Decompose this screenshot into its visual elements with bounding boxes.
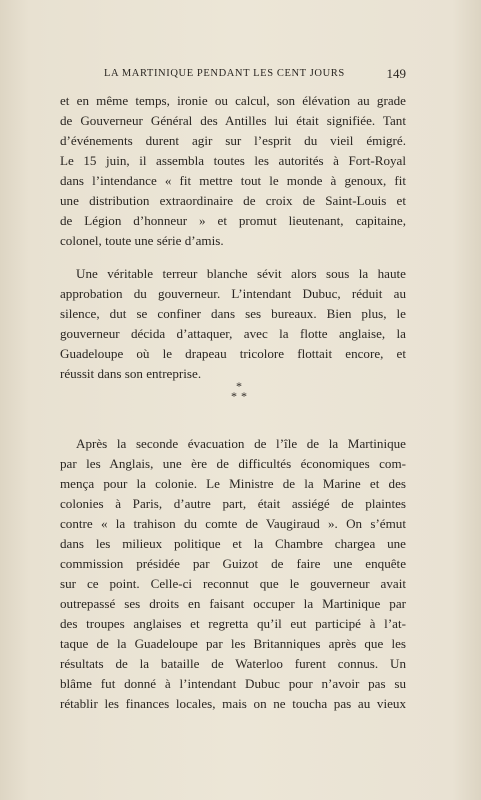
paragraph-2 xyxy=(60,264,406,384)
text-line: d’événements durent agir sur l’esprit du vieil émigré. xyxy=(60,133,406,148)
text-line: approbation du gouverneur. L’intendant Dubuc, réduit au xyxy=(60,286,406,301)
text-line: silence, dut se confiner dans ses bureaux. Bien plus, le xyxy=(60,306,406,321)
text-line: mença pour la colonie. Le Ministre de la Marine et des xyxy=(60,476,406,491)
text-line: gouverneur décida d’attaquer, avec la flotte anglaise, la xyxy=(60,326,406,341)
text-line: Une véritable terreur blanche sévit alors sous la haute xyxy=(76,266,406,281)
text-line: et en même temps, ironie ou calcul, son élévation au grade xyxy=(60,93,406,108)
text-line: résultats de la bataille de Waterloo furent connus. Un xyxy=(60,656,406,671)
running-title: LA MARTINIQUE PENDANT LES CENT JOURS xyxy=(104,68,345,79)
text-line: des troupes anglaises et regretta qu’il eut participé à l’at- xyxy=(60,616,406,631)
asterism-bottom: ** xyxy=(231,389,251,403)
text-line: rétablir les finances locales, mais on ne toucha pas au vieux xyxy=(60,696,406,711)
text-line: Après la seconde évacuation de l’île de la Martinique xyxy=(76,436,406,451)
text-line: dans l’intendance « fit mettre tout le monde à genoux, fit xyxy=(60,173,406,188)
text-line: commission présidée par Guizot de faire une enquête xyxy=(60,556,406,571)
asterism-top: * xyxy=(236,379,242,393)
text-line: dans les milieux politique et la Chambre chargea une xyxy=(60,536,406,551)
paragraph-3 xyxy=(60,434,406,714)
asterism-separator xyxy=(219,380,259,406)
text-line: de Gouverneur Général des Antilles lui était signifiée. Tant xyxy=(60,113,406,128)
text-line: réussit dans son entreprise. xyxy=(60,366,202,381)
text-line: colonel, toute une série d’amis. xyxy=(60,233,224,248)
text-line: contre « la trahison du comte de Vaugiraud ». On s’émut xyxy=(60,516,406,531)
text-line: Le 15 juin, il assembla toutes les autorités à Fort-Royal xyxy=(60,153,406,168)
text-line: taque de la Guadeloupe par les Britanniques après que les xyxy=(60,636,406,651)
text-line: de Légion d’honneur » et promut lieutenant, capitaine, xyxy=(60,213,406,228)
text-line: sur ce point. Celle-ci reconnut que le gouverneur avait xyxy=(60,576,406,591)
paragraph-1 xyxy=(60,91,406,251)
text-line: colonies à Paris, d’autre part, était assiégé de plaintes xyxy=(60,496,406,511)
text-line: outrepassé ses droits en faisant occuper la Martinique par xyxy=(60,596,406,611)
text-line: une distribution extraordinaire de croix de Saint-Louis et xyxy=(60,193,406,208)
page-number: 149 xyxy=(386,66,406,81)
text-line: Guadeloupe où le drapeau tricolore flottait encore, et xyxy=(60,346,406,361)
text-line: par les Anglais, une ère de difficultés économiques com- xyxy=(60,456,406,471)
text-line: blâme fut donné à l’intendant Dubuc pour n’avoir pas su xyxy=(60,676,406,691)
page-header xyxy=(60,66,406,82)
